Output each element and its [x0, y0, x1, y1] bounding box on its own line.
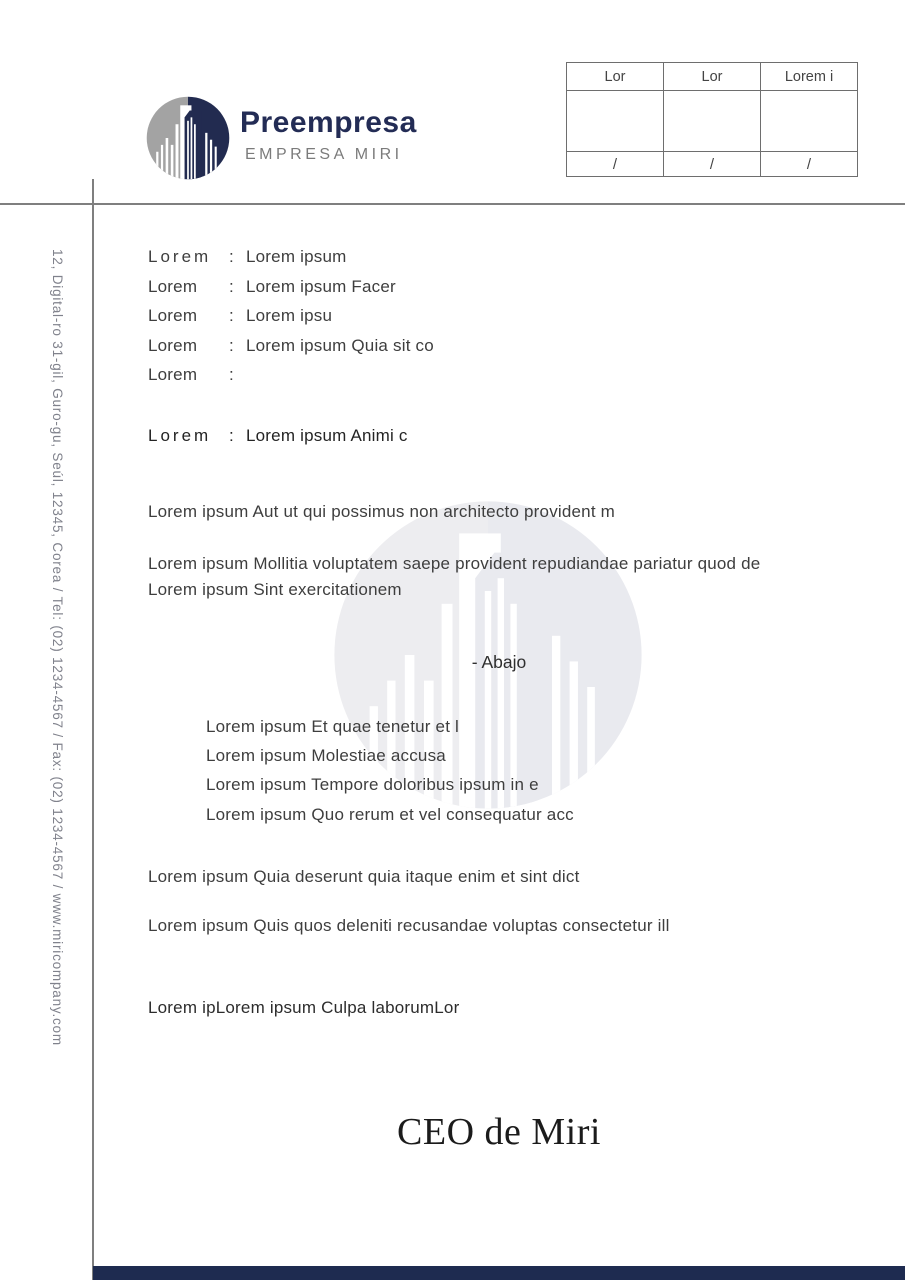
approval-table: [566, 62, 858, 177]
section-marker: - Abajo: [471, 652, 527, 672]
approval-empty-cell: [761, 91, 858, 152]
closing-line: Lorem ipsum Quis quos deleniti recusandae voluptas consectetur ill: [148, 916, 670, 935]
subject-colon: :: [229, 426, 234, 445]
meta-label: Lorem: [148, 335, 198, 355]
meta-label: Lorem: [148, 247, 212, 266]
meta-field-row: [148, 306, 434, 336]
subject-row: [148, 426, 408, 456]
brand-subtitle: EMPRESA MIRI: [245, 146, 403, 163]
meta-colon: :: [229, 276, 234, 296]
meta-value: Lorem ipsum Facer: [246, 276, 396, 296]
body-paragraph: [148, 551, 760, 602]
meta-label: Lorem: [148, 276, 198, 296]
meta-label: Lorem: [148, 365, 198, 385]
divider-horizontal: [0, 203, 905, 205]
ceo-signature: CEO de Miri: [397, 1111, 601, 1153]
approval-empty-cell: [664, 91, 761, 152]
meta-fields-block: [148, 247, 434, 395]
list-item: Lorem ipsum Et quae tenetur et l: [206, 717, 460, 736]
body-list: [206, 712, 574, 829]
meta-value: Lorem ipsu: [246, 306, 333, 326]
approval-header-cell: Lorem i: [761, 63, 858, 91]
meta-label: Lorem: [148, 306, 198, 326]
list-item: Lorem ipsum Molestiae accusa: [206, 746, 446, 766]
body-paragraph-line: Lorem ipsum Mollitia voluptatem saepe provident repudiandae pariatur quod de: [148, 554, 761, 573]
meta-field-row: [148, 247, 434, 277]
footer-bar: [93, 1266, 905, 1280]
approval-empty-cell: [567, 91, 664, 152]
brand-text-block: [240, 108, 417, 163]
approval-header-cell: Lor: [567, 63, 664, 91]
meta-value: Lorem ipsum: [246, 247, 347, 266]
meta-value: Lorem ipsum Quia sit co: [246, 335, 434, 355]
meta-colon: :: [229, 306, 234, 326]
meta-field-row: [148, 365, 434, 395]
meta-colon: :: [229, 335, 234, 355]
meta-colon: :: [229, 247, 234, 266]
company-logo-icon: [143, 95, 233, 186]
body-intro: Lorem ipsum Aut ut qui possimus non architecto provident m: [148, 502, 616, 521]
subject-value: Lorem ipsum Animi c: [246, 426, 408, 445]
meta-field-row: [148, 277, 434, 307]
closing-line: Lorem ipsum Quia deserunt quia itaque enim et sint dict: [148, 867, 580, 886]
subject-label: Lorem: [148, 426, 212, 445]
list-item: Lorem ipsum Quo rerum et vel consequatur acc: [206, 804, 574, 824]
approval-header-cell: Lor: [664, 63, 761, 91]
approval-slash-cell: /: [664, 152, 761, 177]
approval-slash-cell: /: [761, 152, 858, 177]
date-line: Lorem ipLorem ipsum Culpa laborumLor: [148, 998, 460, 1017]
approval-slash-cell: /: [567, 152, 664, 177]
meta-colon: :: [229, 365, 234, 385]
list-item: Lorem ipsum Tempore doloribus ipsum in e: [206, 775, 539, 795]
body-paragraph-line: Lorem ipsum Sint exercitationem: [148, 579, 402, 599]
brand-name: Preempresa: [240, 106, 417, 139]
sidebar-address: 12, Digital-ro 31-gil, Guro-gu, Seúl, 12345, Corea / Tel: (02) 1234-4567 / Fax: (02) 1234-4567 / www.miricompany.com: [50, 249, 65, 1046]
meta-field-row: [148, 336, 434, 366]
